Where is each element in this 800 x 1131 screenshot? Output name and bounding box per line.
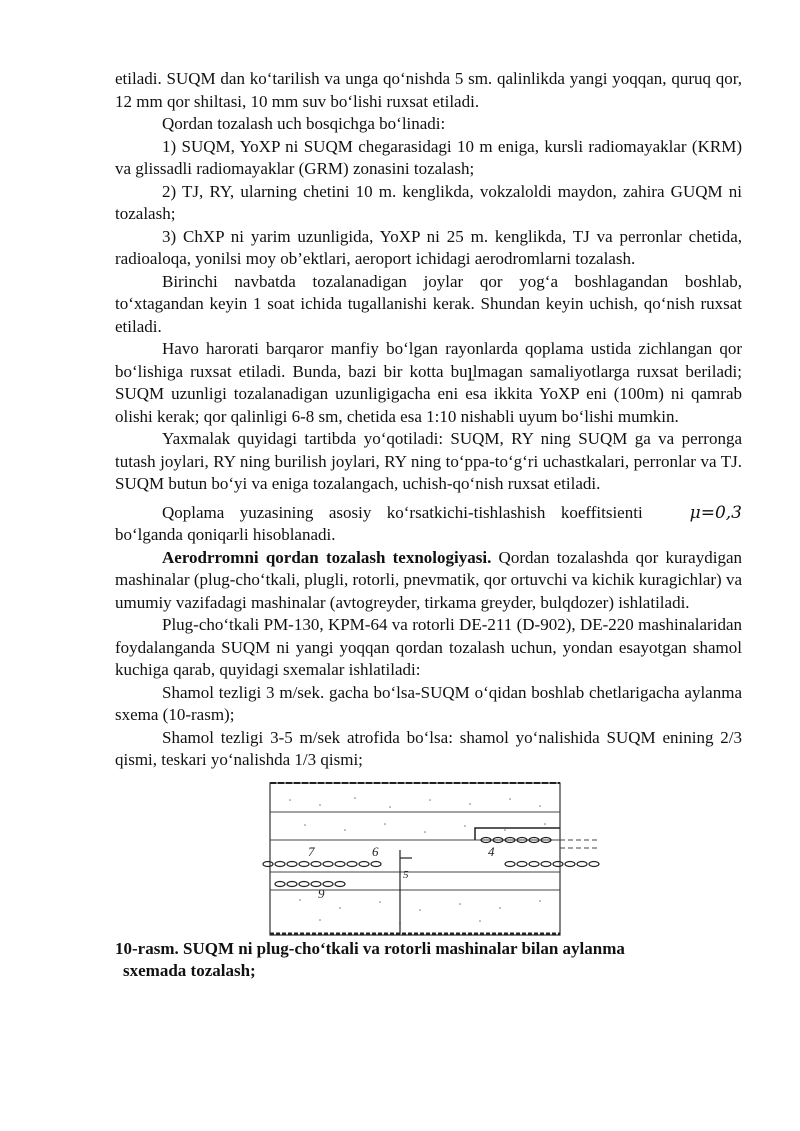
paragraph-stages-intro: Qordan tozalash uch bosqichga bo‘linadi:	[162, 114, 446, 133]
paragraph-priority: Birinchi navbatda tozalanadigan joylar qor yog‘a boshlagandan boshlab, to‘xtagandan keyin 1 soat ichida tugallanishi kerak. Shundan keyin uchish, qo‘nish ruxsat etiladi.	[115, 271, 742, 336]
paragraph-technology	[115, 547, 742, 615]
coefficient-formula: μ=0,3	[689, 502, 742, 523]
figure-label: 7	[308, 843, 315, 859]
paragraph-compacted-snow: Havo harorati barqaror manfiy bo‘lgan rayonlarda qoplama ustida zichlangan qor bo‘lishiga ruxsat etiladi. Bunda, bazi bir kotta buլlmagan samaliyotlarga ruxsat beriladi; SUQM uzunligi tozalanadigan uzunligigacha eni esa ikkita YoXP eni (100m) ni qamrab olishi kerak; qor qalinligi 6-8 sm, chetida esa 1:10 nishabli uyum bo‘lishi mumkin.	[115, 339, 742, 426]
paragraph-wind-3: Shamol tezligi 3 m/sek. gacha bo‘lsa-SUQM o‘qidan boshlab chetlarigacha aylanma sxema (10-rasm);	[115, 682, 742, 724]
paragraph-machines: Plug-cho‘tkali PM-130, KPM-64 va rotorli DE-211 (D-902), DE-220 mashinalaridan foydalanganda SUQM ni yangi yoqqan qordan tozalash uchun, yondan esayotgan shamol kuchiga qarab, quyidagi sxemalar ishlatiladi:	[115, 615, 742, 679]
figure-caption	[115, 938, 742, 983]
paragraph-stage-2: 2) TJ, RY, ularning chetini 10 m. kenglikda, vokzaloldi maydon, zahira GUQM ni tozalash;	[115, 181, 742, 223]
caption-line-2: sxemada tozalash;	[123, 961, 256, 980]
figure-label: 9	[318, 885, 325, 901]
figure-label: 5	[403, 868, 409, 881]
caption-line-1: 10-rasm. SUQM ni plug-cho‘tkali va rotorli mashinalar bilan aylanma	[115, 938, 625, 958]
paragraph-stage-1: 1) SUQM, YoXP ni SUQM chegarasidagi 10 m eniga, kursli radiomayaklar (KRM) va glissadli radiomayaklar (GRM) zonasini tozalash;	[115, 136, 742, 178]
scheme-diagram	[260, 780, 600, 938]
paragraph-coefficient	[115, 502, 742, 547]
paragraph-wind-3-5: Shamol tezligi 3-5 m/sek atrofida bo‘lsa: shamol yo‘nalishida SUQM enining 2/3 qismi, teskari yo‘nalishda 1/3 qismi;	[115, 727, 742, 769]
figure-cleaning-scheme	[115, 780, 742, 938]
paragraph-continued: etiladi. SUQM dan ko‘tarilish va unga qo‘nishda 5 sm. qalinlikda yangi yoqqan, quruq qor, 12 mm qor shiltasi, 10 mm suv bo‘lishi ruxsat etiladi.	[115, 69, 742, 111]
paragraph-ice-removal: Yaxmalak quyidagi tartibda yo‘qotiladi: SUQM, RY ning SUQM ga va perronga tutash joylari, RY ning burilish joylari, RY ning to‘ppa-to‘g‘ri uchastkalari, perronlar va TJ. SUQM butun bo‘yi va eniga tozalangach, uchish-qo‘nish ruxsat etiladi.	[115, 429, 742, 493]
technology-text: Qordan tozalashda qor kuraydigan mashinalar (plug-cho‘tkali, plugli, rotorli, pnevmatik, qor ortuvchi va kichik kuragichlar) va umumiy vazifadagi mashinalar (avtogreyder, tirkama greyder, bulqdozer) ishlatiladi.	[115, 547, 742, 612]
paragraph-stage-3: 3) ChXP ni yarim uzunligida, YoXP ni 25 m. kenglikda, TJ va perronlar chetida, radioaloqa, yonilsi moy ob’ektlari, aeroport ichidagi aerodromlarni tozalash.	[115, 226, 742, 268]
technology-heading: Aerodrromni qordan tozalash texnologiyasi.	[162, 547, 492, 567]
figure-label: 6	[372, 843, 379, 859]
document-page	[115, 68, 742, 983]
coefficient-text: Qoplama yuzasining asosiy ko‘rsatkichi-tishlashish koeffitsienti bo‘lganda qoniqarli hisoblanadi.	[115, 502, 643, 544]
figure-label: 4	[488, 843, 495, 859]
